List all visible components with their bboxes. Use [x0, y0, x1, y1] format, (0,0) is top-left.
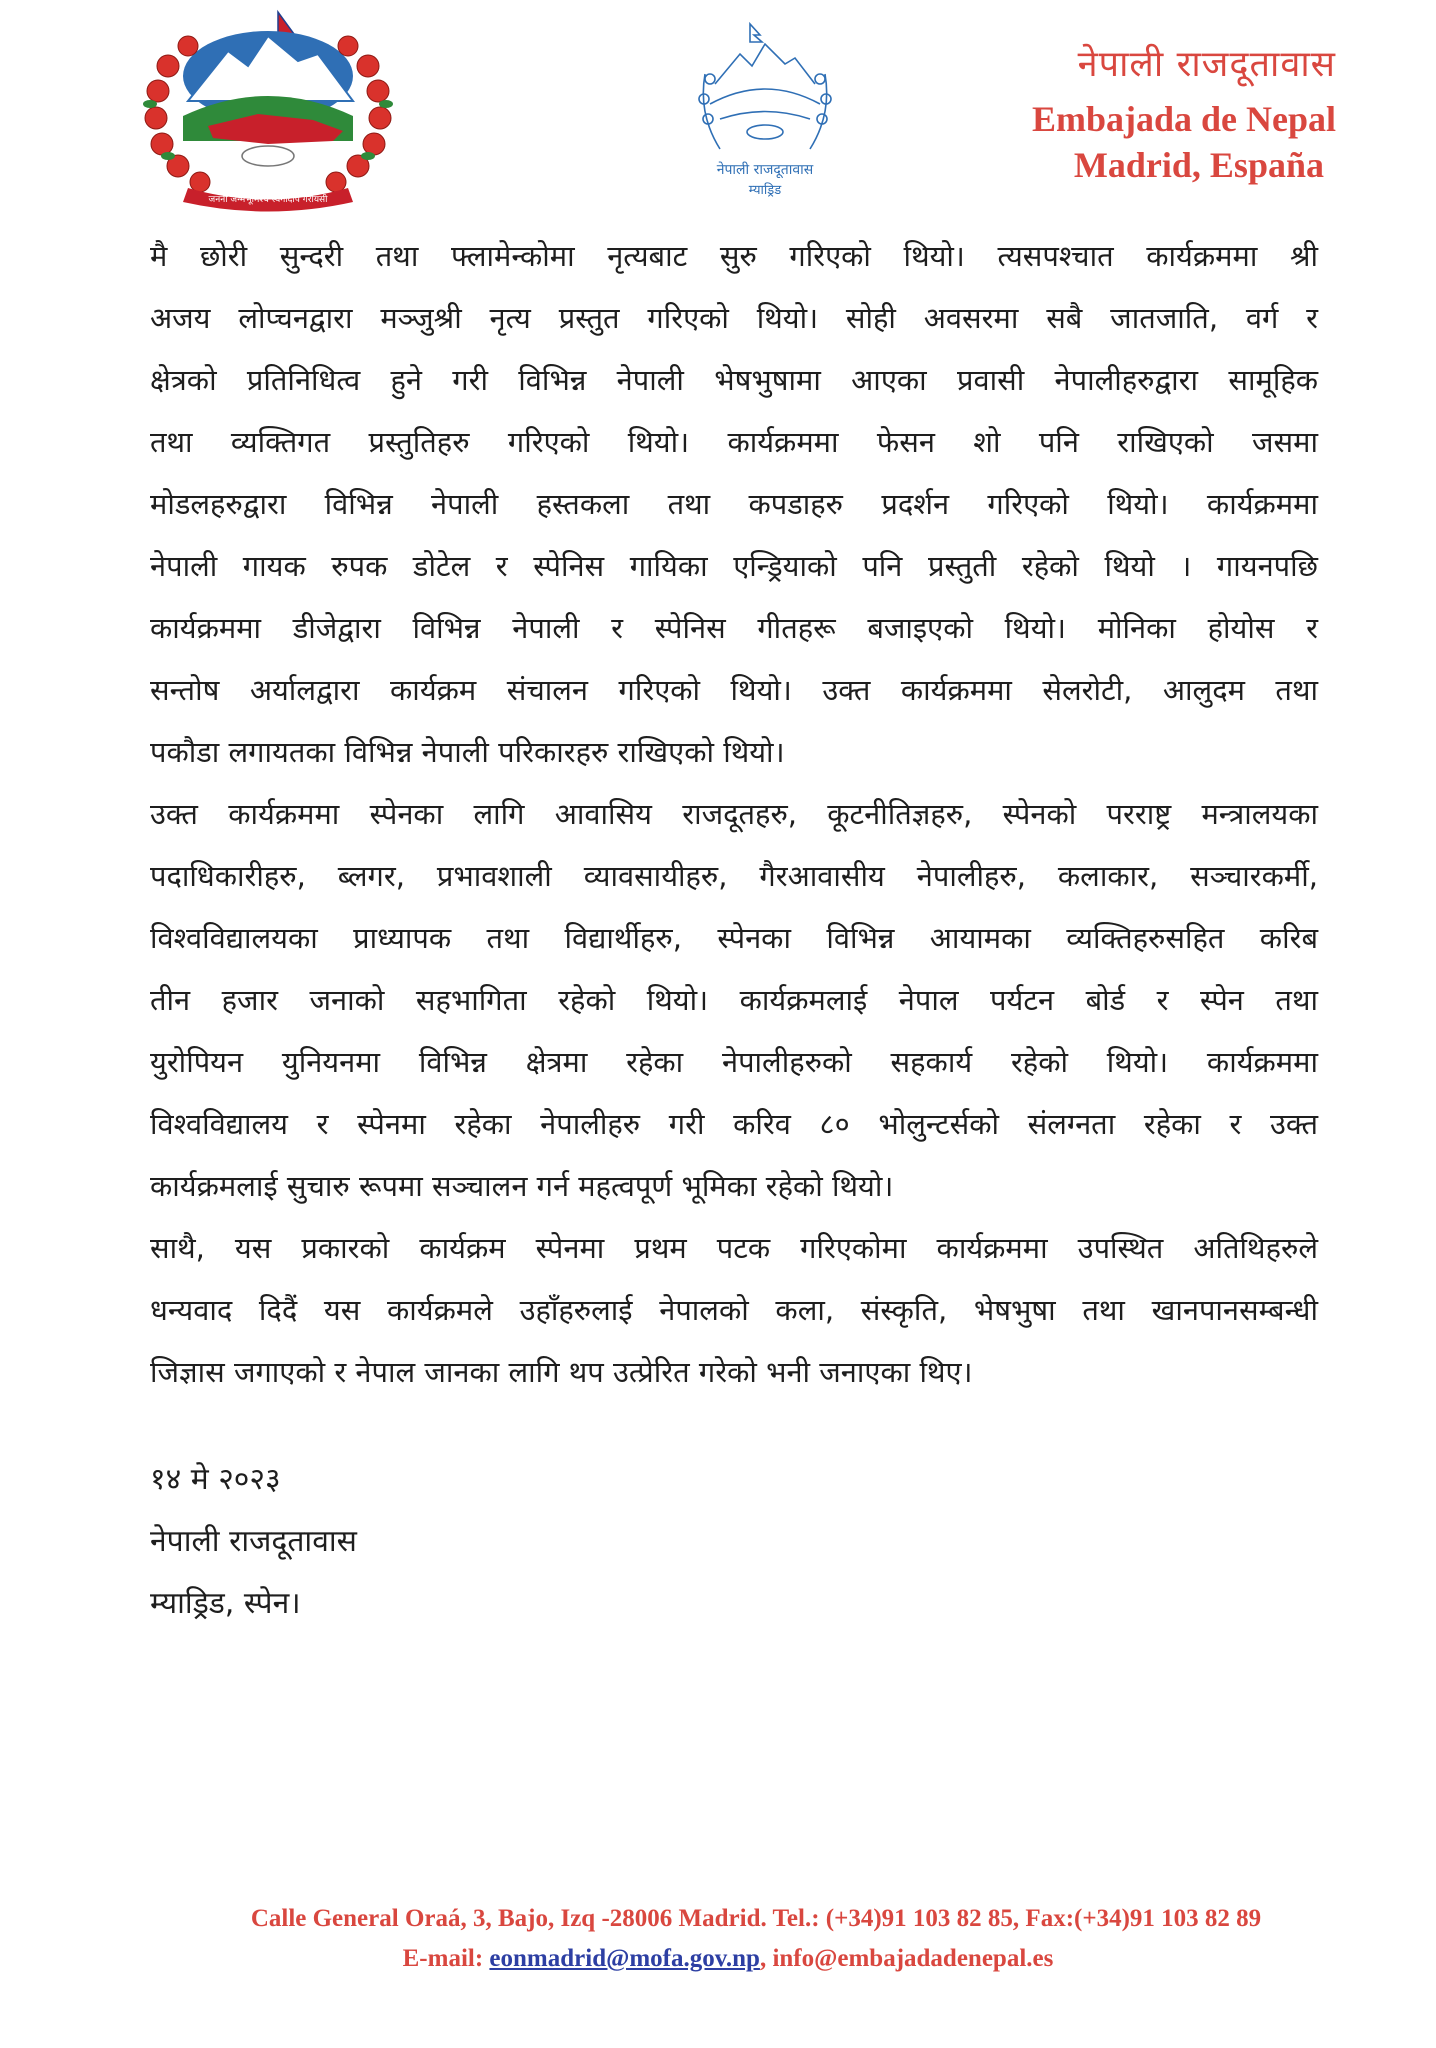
body-line: विश्वविद्यालय र स्पेनमा रहेका नेपालीहरु गरी करिव ८० भोलुन्टर्सको संलग्नता रहेका र उक्त [150, 1107, 1318, 1141]
body-line: पकौडा लगायतका विभिन्न नेपाली परिकारहरु राखिएको थियो। [150, 735, 785, 769]
email-link-primary[interactable]: eonmadrid@mofa.gov.np [489, 1945, 760, 1972]
footer-email-label: E-mail: [402, 1945, 484, 1972]
body-line: अजय लोप्चनद्वारा मञ्जुश्री नृत्य प्रस्तुत गरिएको थियो। सोही अवसरमा सबै जातजाति, वर्ग र [150, 301, 1318, 335]
signature-organization: नेपाली राजदूतावास [150, 1524, 357, 1559]
body-line: मोडलहरुद्वारा विभिन्न नेपाली हस्तकला तथा कपडाहरु प्रदर्शन गरिएको थियो। कार्यक्रममा [150, 487, 1318, 521]
email-link-secondary[interactable]: info@embajadadenepal.es [772, 1945, 1054, 1972]
body-line: विश्वविद्यालयका प्राध्यापक तथा विद्यार्थीहरु, स्पेनका विभिन्न आयामका व्यक्तिहरुसहित करिब [150, 921, 1318, 955]
signature-place: म्याड्रिड, स्पेन। [150, 1586, 301, 1621]
footer-email-line [10, 1945, 1436, 1973]
body-line: पदाधिकारीहरु, ब्लगर, प्रभावशाली व्यावसायीहरु, गैरआवासीय नेपालीहरु, कलाकार, सञ्चारकर्मी, [150, 859, 1318, 893]
body-line: उक्त कार्यक्रममा स्पेनका लागि आवासिय राजदूतहरु, कूटनीतिज्ञहरु, स्पेनको परराष्ट्र मन्त्रालयका [150, 797, 1318, 831]
body-line: कार्यक्रममा डीजेद्वारा विभिन्न नेपाली र स्पेनिस गीतहरू बजाइएको थियो। मोनिका होयोस र [150, 611, 1318, 645]
body-line: जिज्ञास जगाएको र नेपाल जानका लागि थप उत्प्रेरित गरेको भनी जनाएका थिए। [150, 1355, 973, 1389]
emblem-motto-text: जननी जन्मभूमिश्च स्वर्गादपि गरीयसी [208, 195, 328, 205]
body-line: क्षेत्रको प्रतिनिधित्व हुने गरी विभिन्न नेपाली भेषभुषामा आएका प्रवासी नेपालीहरुद्वारा सामूहिक [150, 363, 1318, 397]
body-line: तथा व्यक्तिगत प्रस्तुतिहरु गरिएको थियो। कार्यक्रममा फेसन शो पनि राखिएको जसमा [150, 425, 1318, 459]
nepal-coat-of-arms-emblem [128, 6, 408, 216]
letterhead-location: Madrid, España [1073, 145, 1324, 185]
letterhead-title-nepali: नेपाली राजदूतावास [1077, 44, 1336, 85]
seal-city-text: म्याड्रिड [748, 183, 782, 198]
body-line: नेपाली गायक रुपक डोटेल र स्पेनिस गायिका एन्ड्रियाको पनि प्रस्तुती रहेको थियो । गायनपछि [150, 549, 1318, 583]
body-line: तीन हजार जनाको सहभागिता रहेको थियो। कार्यक्रमलाई नेपाल पर्यटन बोर्ड र स्पेन तथा [150, 983, 1318, 1017]
embassy-seal-emblem [690, 14, 840, 204]
body-line: कार्यक्रमलाई सुचारु रूपमा सञ्चालन गर्न महत्वपूर्ण भूमिका रहेको थियो। [150, 1169, 894, 1203]
letter-date: १४ मे २०२३ [150, 1462, 281, 1497]
footer-address: Calle General Oraá, 3, Bajo, Izq -28006 Madrid. Tel.: (+34)91 103 82 85, Fax:(+34)91 103 82 89 [250, 1905, 1262, 1932]
body-line: मै छोरी सुन्दरी तथा फ्लामेन्कोमा नृत्यबाट सुरु गरिएको थियो। त्यसपश्चात कार्यक्रममा श्री [150, 239, 1318, 273]
body-line: धन्यवाद दिदैं यस कार्यक्रमले उहाँहरुलाई नेपालको कला, संस्कृति, भेषभुषा तथा खानपानसम्बन्धी [150, 1293, 1318, 1327]
body-line: सन्तोष अर्यालद्वारा कार्यक्रम संचालन गरिएको थियो। उक्त कार्यक्रममा सेलरोटी, आलुदम तथा [150, 673, 1318, 707]
body-line: साथै, यस प्रकारको कार्यक्रम स्पेनमा प्रथम पटक गरिएकोमा कार्यक्रममा उपस्थित अतिथिहरुले [150, 1231, 1318, 1265]
letterhead-title-spanish: Embajada de Nepal [1031, 99, 1336, 139]
body-line: युरोपियन युनियनमा विभिन्न क्षेत्रमा रहेका नेपालीहरुको सहकार्य रहेको थियो। कार्यक्रममा [150, 1045, 1318, 1079]
seal-embassy-text: नेपाली राजदूतावास [716, 162, 814, 178]
footer-email-separator: , [759, 1945, 767, 1972]
